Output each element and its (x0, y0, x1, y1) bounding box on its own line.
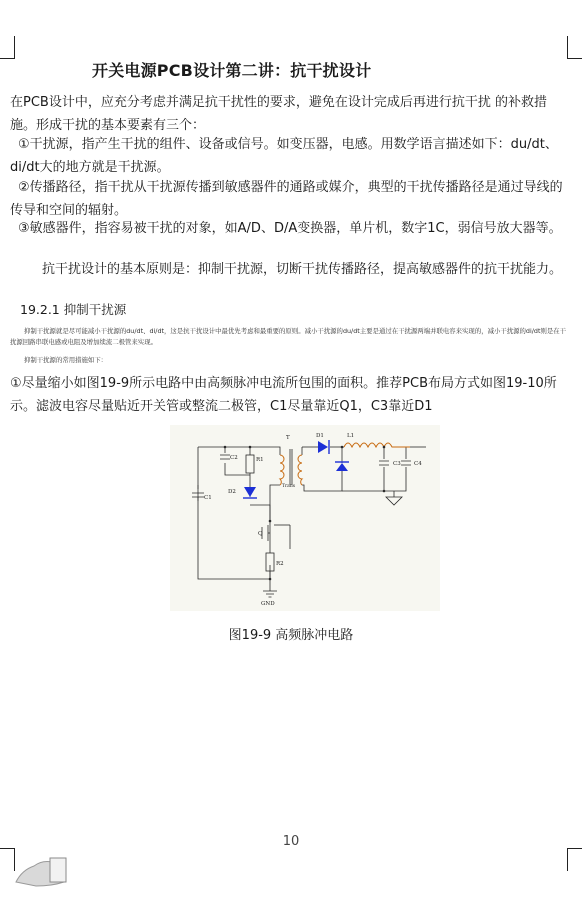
wire-primary-to-q (270, 485, 280, 521)
circuit-diagram (170, 425, 440, 611)
page-number: 10 (282, 834, 300, 849)
l1-inductor (344, 443, 410, 447)
list-item-propagation-path: ②传播路径，指干扰从干扰源传播到敏感器件的通路或媒介，典型的干扰传播路径是通过导线的传导和空间的辐射。 (10, 180, 563, 218)
label-c2: C2 (230, 455, 238, 461)
c2-plates (220, 455, 230, 459)
transformer-windings (280, 455, 302, 485)
small-print-measures: 抑制干扰源的常用措施如下： (24, 356, 108, 364)
label-gnd: GND (261, 601, 275, 607)
crop-mark-top-right (567, 36, 582, 59)
intro-paragraph: 在PCB设计中，应充分考虑并满足抗干扰性的要求，避免在设计完成后再进行抗干扰 的补救措施。形成干扰的基本要素有三个： (10, 95, 547, 133)
label-trans: Trans (282, 484, 296, 489)
page-title: 开关电源PCB设计第二讲：抗干扰设计 (92, 61, 372, 80)
label-c4: C4 (414, 461, 422, 467)
page-turn-hand-icon[interactable] (12, 852, 68, 890)
d1-diode (318, 440, 329, 454)
junction-dots (224, 446, 386, 581)
label-t: T (286, 435, 290, 441)
r1-resistor (246, 455, 254, 473)
wire-top-left (198, 447, 280, 455)
c4-plates (401, 461, 411, 465)
ground-symbol (263, 591, 277, 597)
output-ground-triangle (386, 497, 402, 505)
freewheel-diode (335, 462, 349, 471)
list-item-sensitive-device: ③敏感器件，指容易被干扰的对象，如A/D、D/A变换器，单片机，数字1C，弱信号放大器等。 (18, 221, 562, 236)
small-print-paragraph: 抑制干扰源就是尽可能减小干扰源的du/dt、di/dt，这是抗干扰设计中最优先考虑和最重要的原则。减小干扰源的du/dt主要是通过在干扰源两端并联电容来实现的，减小干扰源的di/dt则是在干扰源回路串联电感或电阻及增加续流二极管来实现。 (10, 327, 567, 346)
label-c1: C1 (204, 495, 212, 501)
c1-symbol (192, 485, 204, 501)
d2-diode (243, 487, 257, 498)
list-item-interference-source: ①干扰源，指产生干扰的组件、设备或信号。如变压器，电感。用数学语言描述如下：du/dt、di/dt大的地方就是干扰源。 (10, 137, 558, 175)
crop-mark-top-left (0, 36, 15, 59)
measure-paragraph: ①尽量缩小如图19-9所示电路中由高频脉冲电流所包围的面积。推荐PCB布局方式如图19-10所示。滤波电容尽量贴近开关管或整流二极管，C1尽量靠近Q1，C3靠近D1 (10, 376, 557, 414)
wire-c4 (384, 447, 406, 491)
wire-secondary-return (302, 471, 342, 491)
wire-d2-to-q (250, 505, 270, 521)
label-c3: C3 (393, 461, 401, 467)
label-r1: R1 (256, 457, 264, 463)
label-r2: R2 (276, 561, 284, 567)
c3-plates (379, 461, 389, 465)
transformer-core (290, 449, 292, 485)
label-l1: L1 (347, 433, 355, 439)
figure-caption: 图19-9 高频脉冲电路 (228, 628, 354, 643)
circuit-figure (170, 425, 440, 611)
label-q: Q (258, 531, 263, 537)
wire-c3 (342, 447, 384, 491)
label-d1: D1 (316, 433, 324, 439)
crop-mark-bottom-right (567, 848, 582, 871)
wire-left-bus (198, 447, 270, 579)
principle-paragraph: 抗干扰设计的基本原则是：抑制干扰源，切断干扰传播路径，提高敏感器件的抗干扰能力。 (42, 262, 563, 277)
label-d2: D2 (228, 489, 236, 495)
section-heading: 19.2.1 抑制干扰源 (20, 302, 127, 317)
